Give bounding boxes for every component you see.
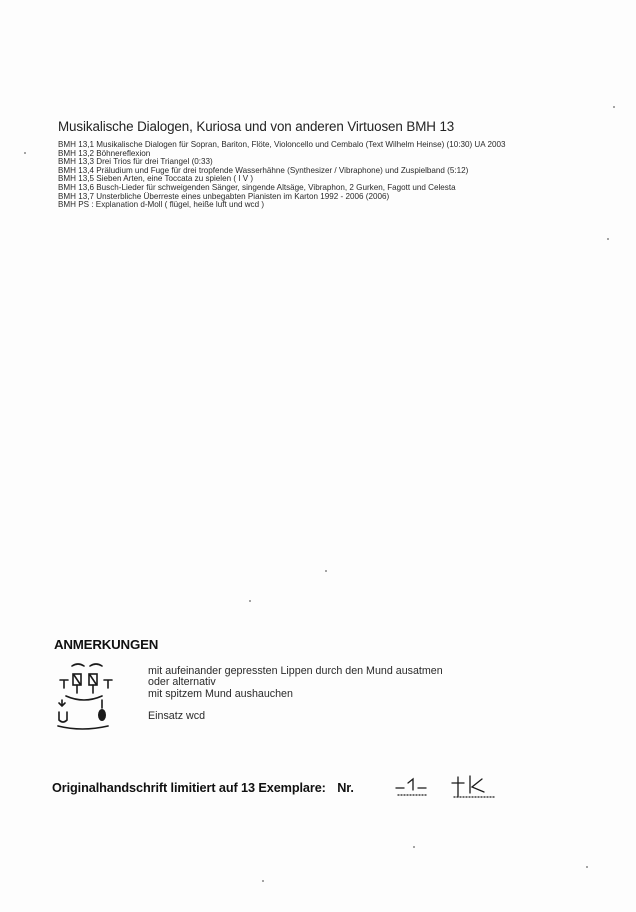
- work-code: BMH 13,4: [58, 165, 94, 175]
- work-list: [58, 141, 506, 210]
- notes-block: [148, 666, 443, 700]
- einsatz-notation-icon: [56, 698, 112, 730]
- scan-speck: [607, 238, 609, 240]
- work-title: : Explanation d-Moll ( flügel, heiße luft und wcd ): [91, 200, 265, 210]
- work-code: BMH 13,6: [58, 182, 94, 192]
- work-title: Unsterbliche Überreste eines unbegabten Pianisten im Karton 1992 - 2006 (2006): [96, 191, 390, 201]
- work-title: Böhnereflexion: [96, 148, 151, 158]
- limitation-text: Originalhandschrift limitiert auf 13 Exemplare:: [52, 781, 326, 795]
- scan-speck: [413, 846, 415, 848]
- work-title: Drei Trios für drei Triangel (0:33): [96, 157, 213, 167]
- work-title: Busch-Lieder für schweigenden Sänger, singende Altsäge, Vibraphon, 2 Gurken, Fagott und Celesta: [96, 182, 456, 192]
- work-title: Präludium und Fuge für drei tropfende Wasserhähne (Synthesizer / Vibraphone) und Zuspielband (5:12): [96, 165, 469, 175]
- work-title: Sieben Arten, eine Toccata zu spielen ( I V ): [96, 174, 254, 184]
- scan-speck: [325, 570, 327, 572]
- work-code: BMH PS: [58, 200, 90, 210]
- note-line: mit aufeinander gepressten Lippen durch den Mund ausatmen: [148, 665, 443, 677]
- work-code: BMH 13,3: [58, 157, 94, 167]
- scan-speck: [262, 880, 264, 882]
- work-code: BMH 13,2: [58, 148, 94, 158]
- limitation-statement: [52, 781, 354, 795]
- work-code: BMH 13,5: [58, 174, 94, 184]
- note-line: mit spitzem Mund aushauchen: [148, 687, 293, 700]
- list-item: [58, 201, 506, 210]
- note-einsatz: Einsatz wcd: [148, 710, 206, 722]
- work-code: BMH 13,1: [58, 140, 94, 149]
- scan-speck: [24, 152, 26, 154]
- nr-label: Nr.: [337, 781, 354, 795]
- anmerkungen-heading: ANMERKUNGEN: [54, 637, 159, 652]
- page-title: Musikalische Dialogen, Kuriosa und von anderen Virtuosen BMH 13: [58, 119, 455, 134]
- note-line: oder alternativ: [148, 676, 216, 689]
- handwritten-number-signature: [394, 773, 498, 803]
- scan-speck: [613, 106, 615, 108]
- work-code: BMH 13,7: [58, 191, 94, 201]
- scan-speck: [249, 600, 251, 602]
- breath-notation-icon: [58, 660, 124, 702]
- scan-speck: [586, 866, 588, 868]
- work-title: Musikalische Dialogen für Sopran, Bariton, Flöte, Violoncello und Cembalo (Text Wilhelm Heinse) (10:30) UA 2003: [96, 140, 506, 149]
